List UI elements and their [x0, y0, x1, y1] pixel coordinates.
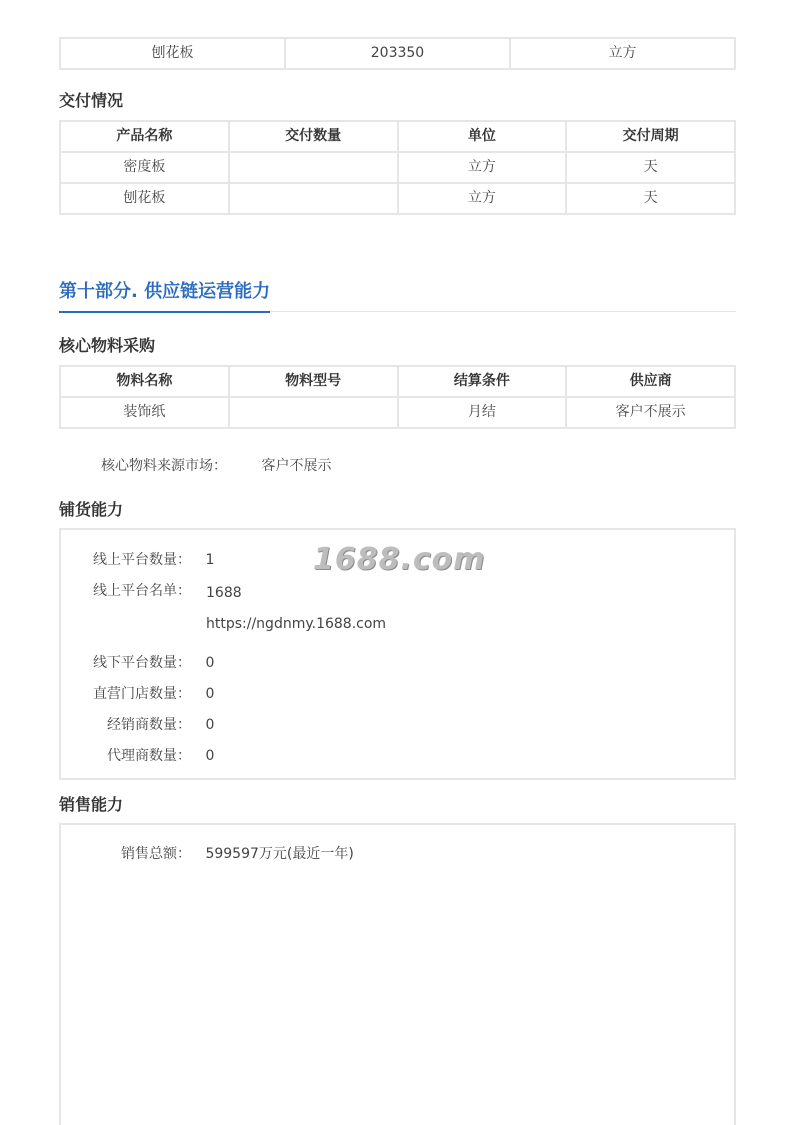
table-cell — [229, 152, 398, 183]
table-cell: 立方 — [398, 183, 567, 214]
table-header-row — [60, 366, 735, 397]
online-count-row — [61, 549, 214, 569]
online-names-label: 线上平台名单： — [93, 583, 191, 599]
column-header: 产品名称 — [60, 121, 229, 152]
watermark-logo: 1688.com — [313, 542, 486, 577]
table-cell: 刨花板 — [60, 38, 285, 69]
table-row — [60, 38, 735, 69]
sales-total-row — [61, 843, 354, 863]
stores-row — [61, 683, 214, 703]
sales-box — [59, 823, 736, 1125]
agents-label: 代理商数量： — [107, 748, 191, 764]
online-name-value: 1688 — [206, 585, 242, 601]
table-cell: 装饰纸 — [60, 397, 229, 428]
stores-label: 直营门店数量： — [93, 686, 191, 702]
offline-count-value: 0 — [205, 655, 215, 671]
column-header: 供应商 — [566, 366, 735, 397]
table-cell: 立方 — [398, 152, 567, 183]
material-market-value: 客户不展示 — [261, 458, 332, 474]
delivery-title: 交付情况 — [59, 91, 124, 110]
table-row — [60, 183, 735, 214]
sales-title: 销售能力 — [59, 795, 124, 814]
table-cell: 天 — [566, 183, 735, 214]
table-cell: 密度板 — [60, 152, 229, 183]
column-header: 物料名称 — [60, 366, 229, 397]
dealers-label: 经销商数量： — [107, 717, 191, 733]
offline-count-label: 线下平台数量： — [93, 655, 191, 671]
table-cell: 203350 — [285, 38, 510, 69]
agents-row — [61, 745, 214, 765]
table-cell: 月结 — [398, 397, 567, 428]
section-title: 第十部分. 供应链运营能力 — [59, 277, 270, 313]
online-count-value: 1 — [205, 552, 215, 568]
table-cell — [229, 183, 398, 214]
sales-total-label: 销售总额： — [121, 846, 191, 862]
online-count-label: 线上平台数量： — [93, 552, 191, 568]
sales-total-value: 599597万元(最近一年) — [205, 846, 354, 862]
column-header: 物料型号 — [229, 366, 398, 397]
table-header-row — [60, 121, 735, 152]
column-header: 交付周期 — [566, 121, 735, 152]
capacity-table-tail — [59, 37, 736, 70]
material-market-label: 核心物料来源市场： — [101, 458, 227, 474]
online-url-link[interactable]: https://ngdnmy.1688.com — [206, 616, 387, 632]
column-header: 单位 — [398, 121, 567, 152]
table-row — [60, 397, 735, 428]
table-cell: 立方 — [510, 38, 735, 69]
dealers-row — [61, 714, 214, 734]
column-header: 结算条件 — [398, 366, 567, 397]
table-cell: 天 — [566, 152, 735, 183]
procurement-table — [59, 365, 736, 429]
material-market-row — [101, 455, 331, 475]
procurement-title: 核心物料采购 — [59, 336, 156, 355]
table-cell — [229, 397, 398, 428]
table-cell: 刨花板 — [60, 183, 229, 214]
online-names-row — [61, 580, 191, 600]
table-row — [60, 152, 735, 183]
delivery-table — [59, 120, 736, 215]
column-header: 交付数量 — [229, 121, 398, 152]
agents-value: 0 — [205, 748, 215, 764]
stores-value: 0 — [205, 686, 215, 702]
section-heading — [59, 277, 736, 312]
offline-count-row — [61, 652, 214, 672]
table-cell: 客户不展示 — [566, 397, 735, 428]
dealers-value: 0 — [205, 717, 215, 733]
distribution-title: 铺货能力 — [59, 500, 124, 519]
